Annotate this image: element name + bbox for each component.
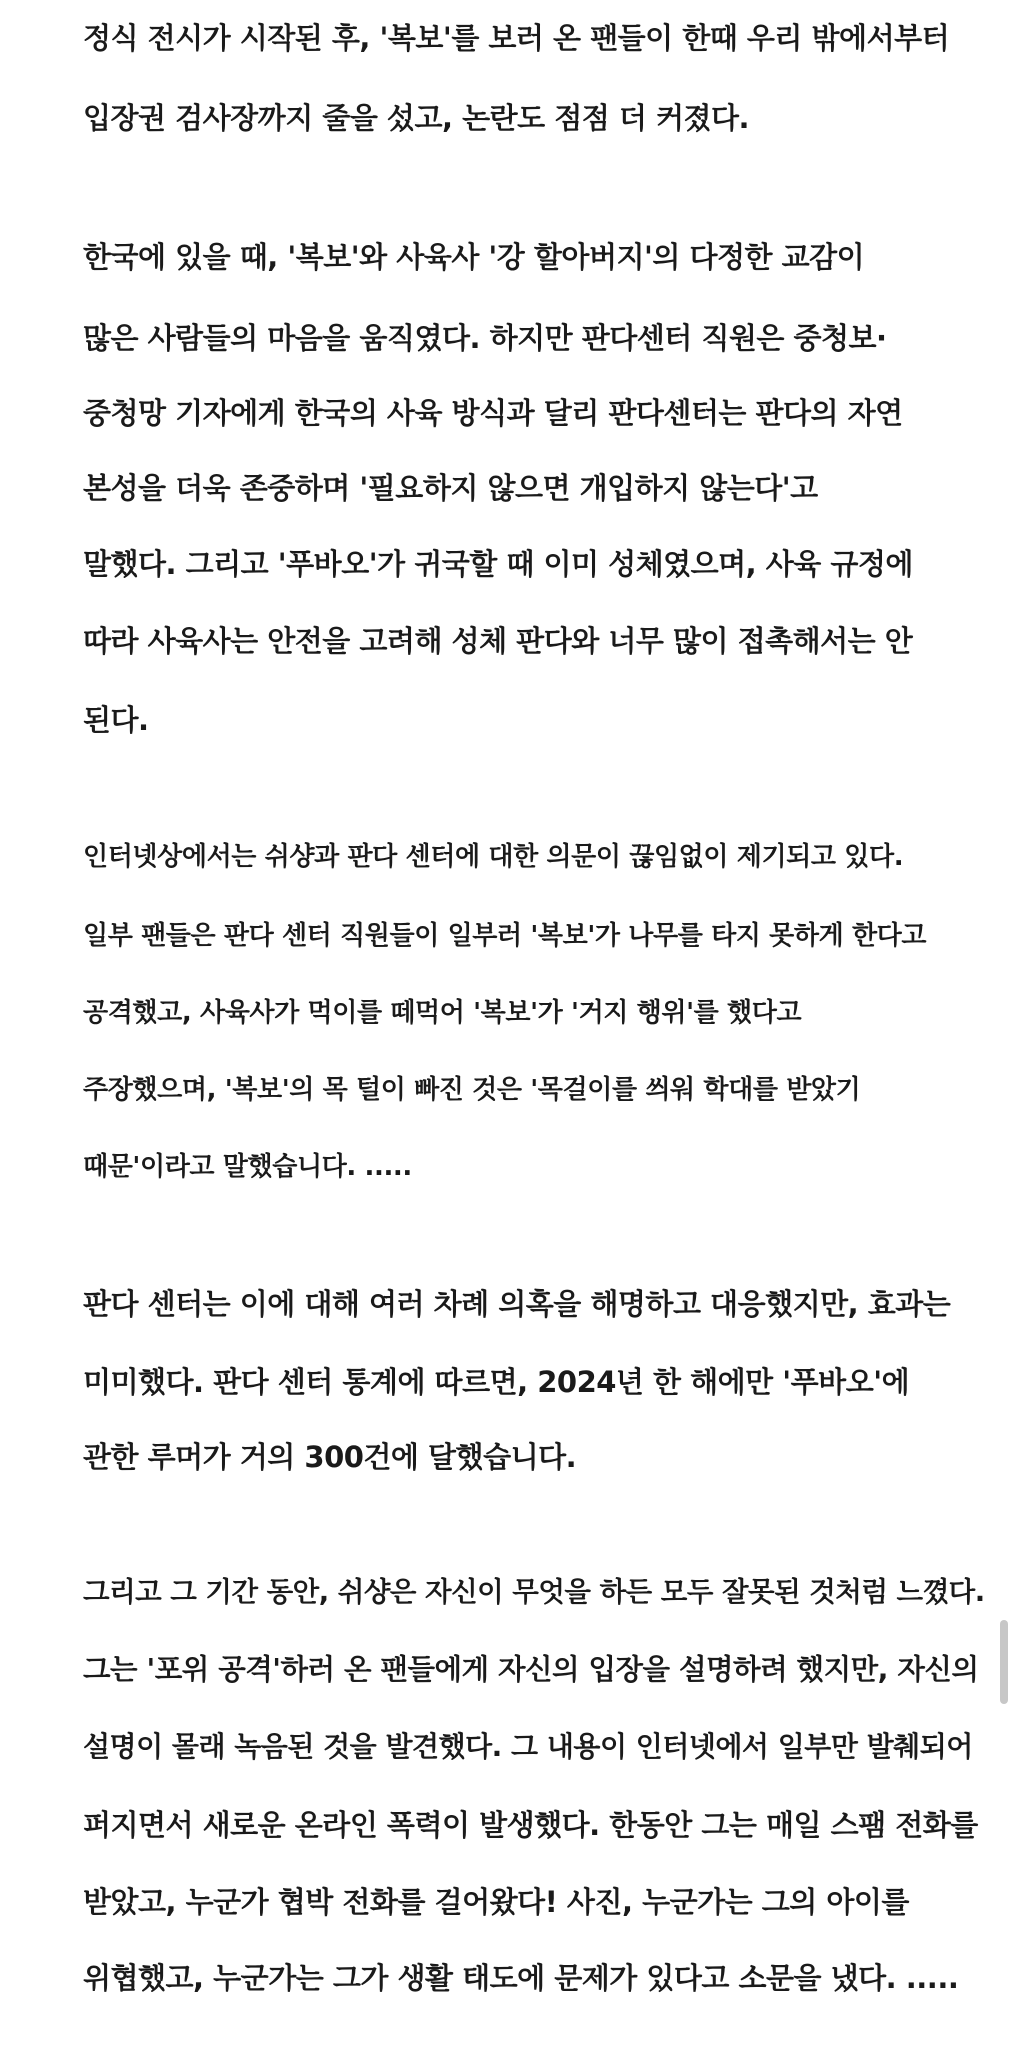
paragraph-line: 중청망 기자에게 한국의 사육 방식과 달리 판다센터는 판다의 자연	[83, 396, 903, 430]
paragraph-line: 때문'이라고 말했습니다. .....	[83, 1152, 412, 1182]
paragraph-line: 주장했으며, '복보'의 목 털이 빠진 것은 '목걸이를 씌워 학대를 받았기	[83, 1075, 861, 1105]
paragraph-line: 인터넷상에서는 쉬샹과 판다 센터에 대한 의문이 끊임없이 제기되고 있다.	[83, 842, 904, 872]
paragraph-line: 입장권 검사장까지 줄을 섰고, 논란도 점점 더 커졌다.	[83, 101, 750, 135]
paragraph-line: 정식 전시가 시작된 후, '복보'를 보러 온 팬들이 한때 우리 밖에서부터	[83, 21, 950, 55]
scrollbar-thumb[interactable]	[1000, 1620, 1008, 1704]
paragraph-line: 많은 사람들의 마음을 움직였다. 하지만 판다센터 직원은 중청보·	[83, 321, 887, 355]
paragraph-line: 된다.	[83, 703, 149, 737]
paragraph-line: 공격했고, 사육사가 먹이를 떼먹어 '복보'가 '거지 행위'를 했다고	[83, 998, 802, 1028]
paragraph-line: 따라 사육사는 안전을 고려해 성체 판다와 너무 많이 접촉해서는 안	[83, 624, 913, 658]
paragraph-line: 위협했고, 누군가는 그가 생활 태도에 문제가 있다고 소문을 냈다. .....	[83, 1961, 959, 1995]
paragraph-line: 판다 센터는 이에 대해 여러 차례 의혹을 해명하고 대응했지만, 효과는	[83, 1287, 951, 1321]
paragraph-line: 관한 루머가 거의 300건에 달했습니다.	[83, 1440, 577, 1474]
paragraph-line: 그는 '포위 공격'하러 온 팬들에게 자신의 입장을 설명하려 했지만, 자신의	[83, 1653, 979, 1686]
paragraph-line: 받았고, 누군가 협박 전화를 걸어왔다! 사진, 누군가는 그의 아이를	[83, 1885, 909, 1919]
paragraph-line: 퍼지면서 새로운 온라인 폭력이 발생했다. 한동안 그는 매일 스팸 전화를	[83, 1808, 978, 1842]
paragraph-line: 그리고 그 기간 동안, 쉬샹은 자신이 무엇을 하든 모두 잘못된 것처럼 느꼈다.	[83, 1576, 985, 1608]
paragraph-line: 본성을 더욱 존중하며 '필요하지 않으면 개입하지 않는다'고	[83, 471, 818, 505]
paragraph-line: 설명이 몰래 녹음된 것을 발견했다. 그 내용이 인터넷에서 일부만 발췌되어	[83, 1730, 973, 1763]
paragraph-line: 말했다. 그리고 '푸바오'가 귀국할 때 이미 성체였으며, 사육 규정에	[83, 547, 913, 581]
paragraph-line: 미미했다. 판다 센터 통계에 따르면, 2024년 한 해에만 '푸바오'에	[83, 1365, 910, 1399]
paragraph-line: 일부 팬들은 판다 센터 직원들이 일부러 '복보'가 나무를 타지 못하게 한다고	[83, 921, 927, 951]
paragraph-line: 한국에 있을 때, '복보'와 사육사 '강 할아버지'의 다정한 교감이	[83, 240, 865, 274]
